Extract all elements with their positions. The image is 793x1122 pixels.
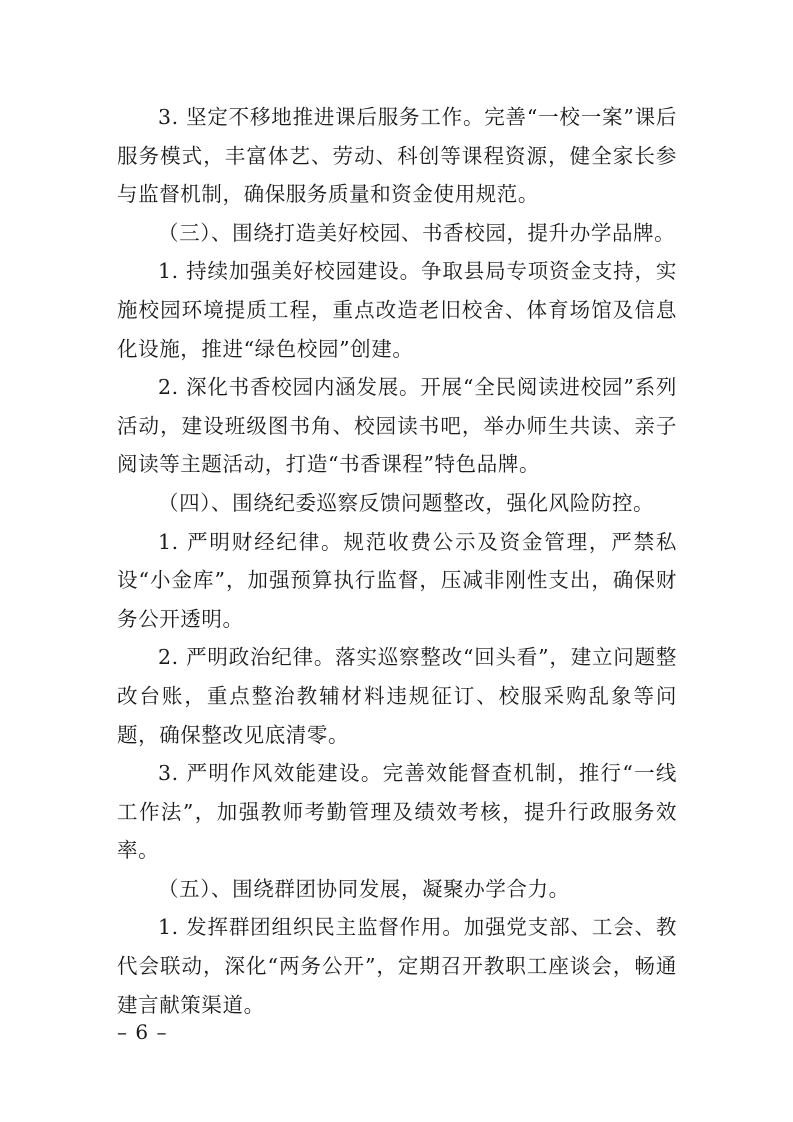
paragraph-3-after-school-service: 3. 坚定不移地推进课后服务工作。完善“一校一案”课后服务模式，丰富体艺、劳动、科创等课程资源，健全家长参与监督机制，确保服务质量和资金使用规范。 (117, 105, 677, 207)
paragraph-1-financial-discipline: 1. 严明财经纪律。规范收费公示及资金管理，严禁私设“小金库”，加强预算执行监督，压减非刚性支出，确保财务公开透明。 (117, 529, 677, 631)
paragraph-1-beautiful-campus: 1. 持续加强美好校园建设。争取县局专项资金支持，实施校园环境提质工程，重点改造老旧校舍、体育场馆及信息化设施，推进“绿色校园”创建。 (117, 259, 677, 361)
paragraph-2-political-discipline: 2. 严明政治纪律。落实巡察整改“回头看”，建立问题整改台账，重点整治教辅材料违规征订、校服采购乱象等问题，确保整改见底清零。 (117, 645, 677, 747)
page-number: – 6 – (117, 1020, 168, 1044)
section-heading-3: （三）、围绕打造美好校园、书香校园，提升办学品牌。 (158, 220, 676, 245)
paragraph-1-mass-organizations: 1. 发挥群团组织民主监督作用。加强党支部、工会、教代会联动，深化“两务公开”，定期召开教职工座谈会，畅通建言献策渠道。 (117, 915, 677, 1017)
paragraph-3-work-style: 3. 严明作风效能建设。完善效能督查机制，推行“一线工作法”，加强教师考勤管理及绩效考核，提升行政服务效率。 (117, 761, 677, 863)
paragraph-2-reading-campus: 2. 深化书香校园内涵发展。开展“全民阅读进校园”系列活动，建设班级图书角、校园读书吧，举办师生共读、亲子阅读等主题活动，打造“书香课程”特色品牌。 (117, 375, 677, 477)
document-body (117, 98, 677, 1024)
section-heading-5: （五）、围绕群团协同发展，凝聚办学合力。 (158, 876, 570, 901)
section-heading-4: （四）、围绕纪委巡察反馈问题整改，强化风险防控。 (158, 490, 655, 515)
